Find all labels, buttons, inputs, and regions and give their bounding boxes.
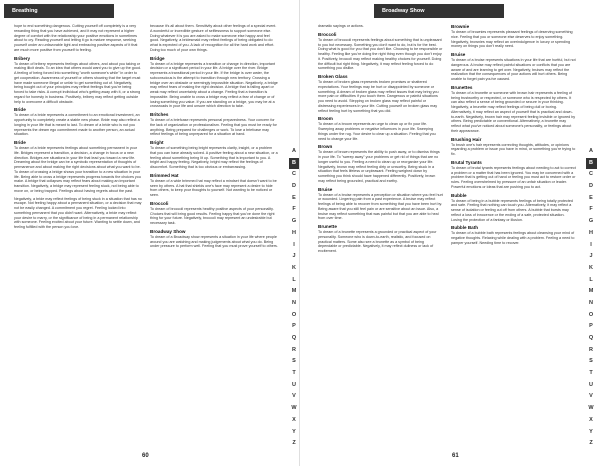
entry-term: Bride bbox=[14, 140, 26, 145]
alphabet-tab-t: T bbox=[589, 370, 593, 377]
entry-definition: To dream of broccoli represents healthy positive aspects of your personality. Choices that will bring good results. Feeling happy that you've done the right thing for your future. Negatively, broccoli may represent an undesirable but necessary task. bbox=[150, 206, 275, 225]
entry-term: Bruise bbox=[451, 52, 466, 57]
entry-term: Broken Glass bbox=[318, 74, 348, 79]
dictionary-entry bbox=[451, 24, 576, 49]
alphabet-tab-n: N bbox=[292, 299, 296, 306]
entry-definition: To dream of a bruise represents a perception or situation where you feel hurt or wounded. Lingering pain from a past experience. A bruise may reflect feelings of being able to recover from something that you have been hurt by. Being aware that you still feel pain or are sensitive about an issue. Also, a bruise may reflect something that was painful but that you are able to heal from over time. bbox=[318, 192, 443, 221]
dictionary-entry bbox=[451, 137, 576, 157]
dictionary-entry bbox=[318, 224, 443, 254]
alphabet-tab-y: Y bbox=[589, 428, 593, 435]
alphabet-tab-g: G bbox=[291, 218, 297, 225]
text-column bbox=[314, 24, 447, 440]
right-alphabet-tabs bbox=[585, 146, 597, 450]
left-columns bbox=[10, 24, 282, 440]
entry-term: Brownie bbox=[451, 24, 470, 29]
dictionary-entry bbox=[14, 197, 142, 230]
alphabet-tab-q: Q bbox=[588, 335, 594, 341]
entry-term: Britches bbox=[150, 112, 169, 117]
entry-term: Bubble Bath bbox=[451, 225, 479, 231]
alphabet-tab-a: A bbox=[292, 148, 296, 154]
entry-definition: To dream of a bubble bath represents feelings about cleansing your mind of negative thoughts. Relaxing while dealing with a problem. Feeling a need to pamper yourself. Needing time to recover. bbox=[451, 231, 575, 245]
alphabet-tab-i: I bbox=[293, 241, 295, 248]
entry-term: Brunettes bbox=[451, 84, 473, 90]
dictionary-entry bbox=[318, 24, 443, 29]
dictionary-entry bbox=[318, 187, 443, 222]
dictionary-entry bbox=[451, 52, 576, 82]
alphabet-tab-s: S bbox=[589, 358, 593, 365]
alphabet-tab-s: S bbox=[292, 358, 296, 365]
alphabet-tab-i: I bbox=[590, 241, 592, 248]
entry-definition: To dream of a bride represents a commitment to an emotional investment, an opportunity to completely create a stable new phase. Bride may also reflect a longing in your life that is meant to last. To dream of a bride who is not you represents the dream ego commitment made to another person, an actual situation. bbox=[14, 113, 140, 137]
dictionary-entry bbox=[150, 112, 278, 137]
dictionary-entry bbox=[14, 107, 142, 137]
dictionary-entry bbox=[150, 201, 278, 226]
alphabet-tab-m: M bbox=[588, 288, 594, 295]
alphabet-tab-j: J bbox=[589, 253, 593, 260]
dictionary-entry bbox=[150, 140, 278, 170]
entry-term: Bruise bbox=[318, 186, 333, 192]
entry-definition: hope to end something dangerous. Cutting yourself off completely is a very rewarding thing that you have achieved, and it may not represent a higher degree of comfort with the relationship your positive emotions in sometimes about to cry. Reading yourself and letting it go is mature response, seeking yourself under an unfavorable light and embracing positive aspects of it that are much more positive from yourself to feeling. bbox=[14, 24, 138, 52]
dictionary-entry bbox=[451, 193, 576, 223]
alphabet-tab-c: C bbox=[589, 171, 593, 178]
alphabet-tab-e: E bbox=[589, 194, 593, 201]
alphabet-tab-l: L bbox=[292, 276, 296, 283]
dictionary-entry bbox=[14, 56, 142, 105]
dictionary-entry bbox=[150, 24, 278, 53]
alphabet-tab-q: Q bbox=[291, 335, 297, 341]
right-running-header: Broadway Show bbox=[374, 4, 504, 18]
entry-definition: dramatic sayings or actions. bbox=[318, 24, 364, 28]
alphabet-tab-z: Z bbox=[292, 440, 296, 447]
alphabet-tab-j: J bbox=[292, 253, 296, 260]
entry-term: Bride bbox=[14, 107, 26, 113]
alphabet-tab-x: X bbox=[292, 416, 296, 423]
dictionary-entry bbox=[318, 116, 443, 141]
dictionary-entry bbox=[318, 74, 443, 113]
alphabet-tab-m: M bbox=[291, 288, 297, 295]
entry-definition: To dream of a brunette or someone with brown hair represents a feeling of being trustworthy or respected, or someone who is respected by others. It can also reflect a sense of being grounded or secure in your thinking. Negatively, a brunette may reflect feelings of being dull or boring. Alternatively, it may reflect an aspect of yourself that is practical and down-to-earth. Negatively, brown hair may represent feeling invisible or ignored by others. Being predictable or conventional. Alternatively, a brunette may reflect what you've noticed about someone's personality, or feelings about their appearance. bbox=[451, 90, 576, 133]
entry-definition: To dream of brutal tyrants represents feelings about needing to act to correct a problem or a matter that has been ignored. You may be concerned with a problem that is getting out of hand or feeling you must act to restore order or rules. Feeling overwhelmed by pressure of an unfair situation or leader. Powerful emotions or ideas that are pushing you to act. bbox=[451, 165, 576, 189]
alphabet-tab-g: G bbox=[588, 218, 594, 225]
alphabet-tab-y: Y bbox=[292, 428, 296, 435]
entry-term: Brutal Tyrants bbox=[451, 159, 482, 165]
entry-term: Broom bbox=[318, 116, 333, 122]
dictionary-entry bbox=[318, 32, 443, 71]
alphabet-tab-b: B bbox=[289, 158, 300, 170]
right-page-number: 61 bbox=[452, 453, 459, 459]
alphabet-tab-k: K bbox=[292, 264, 296, 271]
entry-definition: To dream of a bride represents feelings about something permanent in your life. Bridges represent a transition, a decision, a change in focus or a new direction. Bridges are situations in your life that lead you toward a new life. Dreaming about the bridge can be a symbolic representation of thoughts of permanence and about making the right decisions about what you want to be. To dream of crossing a bridge shows your transition to a new situation in your life. Being able to cross a bridge represents progress towards the choices you make. A bridge that collapses may reflect fears about making an important transition. Negatively, a bridge may represent feeling stuck, not being able to move on, or being trapped. Feelings about having regrets about the past. bbox=[14, 146, 141, 193]
alphabet-tab-e: E bbox=[292, 194, 296, 201]
entry-term: Brown bbox=[318, 144, 333, 150]
alphabet-tab-p: P bbox=[589, 323, 593, 330]
entry-definition: To dream of being in a bubble represents feelings of being totally protected and safe. Feeling that nothing can touch you. Alternatively, it may reflect a sense of isolation or feeling cut off from others. A bubble that bursts may reflect a loss of innocence or the ending of a safe, protected situation. Losing the protection of a fantasy or illusion. bbox=[451, 198, 573, 222]
entry-definition: To dream of a Broadway show represents a situation in your life where people around you are watching and making judgements about what you do. Being under pressure to perform well. Feeling that you must prove yourself to others. bbox=[150, 234, 278, 249]
dictionary-entry bbox=[451, 85, 576, 134]
alphabet-tab-z: Z bbox=[589, 440, 593, 447]
alphabet-tab-u: U bbox=[292, 381, 296, 388]
entry-definition: To brush one's hair represents correcting thoughts, attitudes, or opinions regarding a problem or issue you have in mind, or something you're trying to fix. bbox=[451, 142, 576, 156]
dictionary-entry bbox=[150, 173, 278, 198]
dictionary-entry bbox=[14, 140, 142, 194]
alphabet-tab-o: O bbox=[588, 311, 594, 318]
entry-term: Broccoli bbox=[150, 200, 169, 206]
alphabet-tab-d: D bbox=[292, 183, 296, 190]
dictionary-entry bbox=[451, 160, 576, 190]
alphabet-tab-f: F bbox=[589, 206, 593, 213]
entry-term: Broccoli bbox=[318, 31, 337, 37]
entry-definition: To dream of broccoli represents feelings about something that is unpleasant to you but necessary. Something you don't want to do, but is for the best. Doing what is good for you that you don't like. Choosing to be responsible or healthy. Feeling like you're doing the right thing even though you don't enjoy it. Positively, broccoli may reflect making healthy choices for yourself. Doing the difficult but right thing. Negatively, it may reflect feeling forced to do something you dislike. bbox=[318, 37, 443, 71]
alphabet-tab-o: O bbox=[291, 311, 297, 318]
dictionary-entry bbox=[150, 229, 278, 249]
entry-term: Bright bbox=[150, 140, 164, 145]
alphabet-tab-k: K bbox=[589, 264, 593, 271]
alphabet-tab-p: P bbox=[292, 323, 296, 330]
entry-definition: To dream of a bruise represents situations in your life that are hurtful, but not dangerous. A bruise may reflect painful situations or conflicts that you are aware of and are learning to get over. Negatively, bruises may reflect the realization that the consequences of your actions will hurt others. Being unable to forget pain you've caused. bbox=[451, 58, 576, 81]
entry-term: Broadway Show bbox=[150, 228, 186, 234]
alphabet-tab-a: A bbox=[589, 148, 593, 154]
alphabet-tab-l: L bbox=[589, 276, 593, 283]
dictionary-entry bbox=[451, 225, 576, 245]
entry-definition: To dream of a brunette represents a grounded or practical aspect of your personality. Someone who is down-to-earth, realistic, and focused on practical matters. Some also see a brunette as a symbol of being dependable or predictable. Negatively, it may reflect dullness or lack of excitement. bbox=[318, 230, 437, 253]
entry-definition: To dream of a briefcase represents personal preparedness. Your concern for the lack of organization or professionalism. Feeling that you must be ready for anything. Being prepared for challenges or work. To lose a briefcase may reflect feelings of being unprepared for a situation at hand. bbox=[150, 118, 277, 137]
alphabet-tab-u: U bbox=[589, 381, 593, 388]
alphabet-tab-r: R bbox=[589, 346, 593, 353]
entry-term: Brimmed Hat bbox=[150, 172, 179, 178]
alphabet-tab-x: X bbox=[589, 416, 593, 423]
left-running-header: Breathing bbox=[4, 4, 114, 18]
alphabet-tab-w: W bbox=[588, 405, 594, 412]
entry-definition: To dream of brown represents the ability to push away, or to dismiss things in your life. To "sweep away" your problems or get rid of things that are no longer useful to you. Feeling a need to clean up or reorganize your life. Negatively, brown may reflect feeling dirty or unworthy. Being stuck in a situation that feels lifeless or unpleasant. Feeling weighed down by something you think should have happened differently. Positively, brown may reflect being grounded, practical and earthy. bbox=[318, 150, 440, 183]
alphabet-tab-w: W bbox=[291, 405, 297, 412]
alphabet-tab-b: B bbox=[586, 158, 597, 170]
dictionary-entry bbox=[318, 144, 443, 183]
entry-definition: To dream of brownies represents pleasant feelings of deserving something nice. Feeling that you or someone else deserves to enjoy something. Negatively, brownies may reflect an overindulgence in luxury or spending money on things you don't really need. bbox=[451, 30, 573, 49]
alphabet-tab-n: N bbox=[589, 299, 593, 306]
right-columns bbox=[314, 24, 580, 440]
alphabet-tab-h: H bbox=[589, 229, 593, 236]
alphabet-tab-v: V bbox=[292, 393, 296, 400]
text-column bbox=[447, 24, 580, 440]
entry-term: Bubble bbox=[451, 192, 467, 198]
dictionary-entry bbox=[14, 24, 142, 53]
entry-definition: To dream of a bridge represents a transition or change in direction, important decision or a significant period in your life. A bridge over the river. Bridge represents a transitional period in your life. If the bridge is over water, the subconscious is the attempt to transition through new territory. Crossing a bridge over an obstacle or seemingly impossible situation. Negatively, a bridge may reflect fears of making the right decision. A bridge that is falling apart or weak may reflect uncertainty about a change. Feeling that a transition is impossible. Being unable to cross a bridge may reflect a fear of change or of losing something you value. If you are standing on a bridge, you may be at a crossroads in your life and unsure which direction to take. bbox=[150, 61, 278, 109]
left-page-number: 60 bbox=[142, 453, 149, 459]
entry-term: Brushing Hair bbox=[451, 136, 482, 142]
entry-term: Brunette bbox=[318, 224, 337, 229]
alphabet-tab-c: C bbox=[292, 171, 296, 178]
alphabet-tab-f: F bbox=[292, 206, 296, 213]
text-column bbox=[146, 24, 282, 440]
entry-term: Bribery bbox=[14, 55, 31, 61]
entry-term: Bridge bbox=[150, 55, 165, 61]
right-page bbox=[300, 0, 600, 466]
entry-definition: because it's all about them. Sensitivity about other feelings of a special event. A wonderful or incredible gesture of selflessness to support someone else. Doing whatever it is you are asked to make someone else happy and feel good. Negatively, a bridesmaid may reflect feelings of being obligated to do what is expected of you. A lack of recognition for all the hard work and effort. Doing too much of your own things. bbox=[150, 24, 277, 52]
alphabet-tab-v: V bbox=[589, 393, 593, 400]
text-column bbox=[10, 24, 146, 440]
entry-definition: To dream of a broom represents an urge to clean up or fix your life. Sweeping away problems or negative influences in your life. Sweeping things under the rug. Your desire to clear up a situation. Feeling that you need to change your life. bbox=[318, 122, 436, 141]
alphabet-tab-d: D bbox=[589, 183, 593, 190]
entry-definition: To dream of something being bright represents clarity, insight, or a problem that you can have already solved. A positive feeling about a new situation, or a feeling about something being lit up. Something that is important to you. A bright and happy feeling. Negatively, bright may reflect the feelings of discomfort. Something that is too obvious or embarrassing. bbox=[150, 146, 278, 169]
entry-definition: Negatively, a bride may reflect feelings of being stuck in a situation that has no escape. Not feeling happy about a permanent situation, or a decision that may not be easily changed. A commitment you regret. Feeling locked into something permanent that you didn't want. Alternatively, a bride may reflect your desire to marry, or the significance of being in a permanent relationship with someone. Feeling excited about your future. Wanting to settle down, and feeling fulfilled with the person you love. bbox=[14, 196, 142, 229]
alphabet-tab-t: T bbox=[292, 370, 296, 377]
entry-definition: To dream of broken glass represents broken promises or shattered expectations. Your feelings may be hurt or disappointed by someone or something. A dream of broken glass may reflect issues that may bring you more pain or difficulties if you touch them. Dangerous or painful situations you need to avoid. Stepping on broken glass may reflect painful or distressing experiences in your life. Cutting yourself on broken glass may reflect feeling hurt by something that you did. bbox=[318, 80, 439, 113]
dictionary-entry bbox=[150, 56, 278, 110]
alphabet-tab-h: H bbox=[292, 229, 296, 236]
alphabet-tab-r: R bbox=[292, 346, 296, 353]
entry-definition: To dream of bribery represents feelings about others, and about you taking or making illicit deals. To an idea that others would want you to give up the good. A feeling of being forced into something "worth someone's while" in order to get cooperation. Awareness of yourself or others showing that the target must have made someone illegal or unfair to get something out of. Negatively, being bought out of your principles may reflect feelings that you're being forced to take risks. A corrupt individual who's getting away with it, or a strong regard for honesty in business. Positively, bribery may reflect getting outside help to overcome a difficult obstacle. bbox=[14, 61, 142, 104]
entry-definition: To dream of a wide brimmed hat may reflect a mindset that doesn't want to be seen by others. A hat that shields one's face may represent a desire to hide from others, to keep your thoughts to yourself. Not wanting to be noticed or seen. bbox=[150, 178, 277, 197]
